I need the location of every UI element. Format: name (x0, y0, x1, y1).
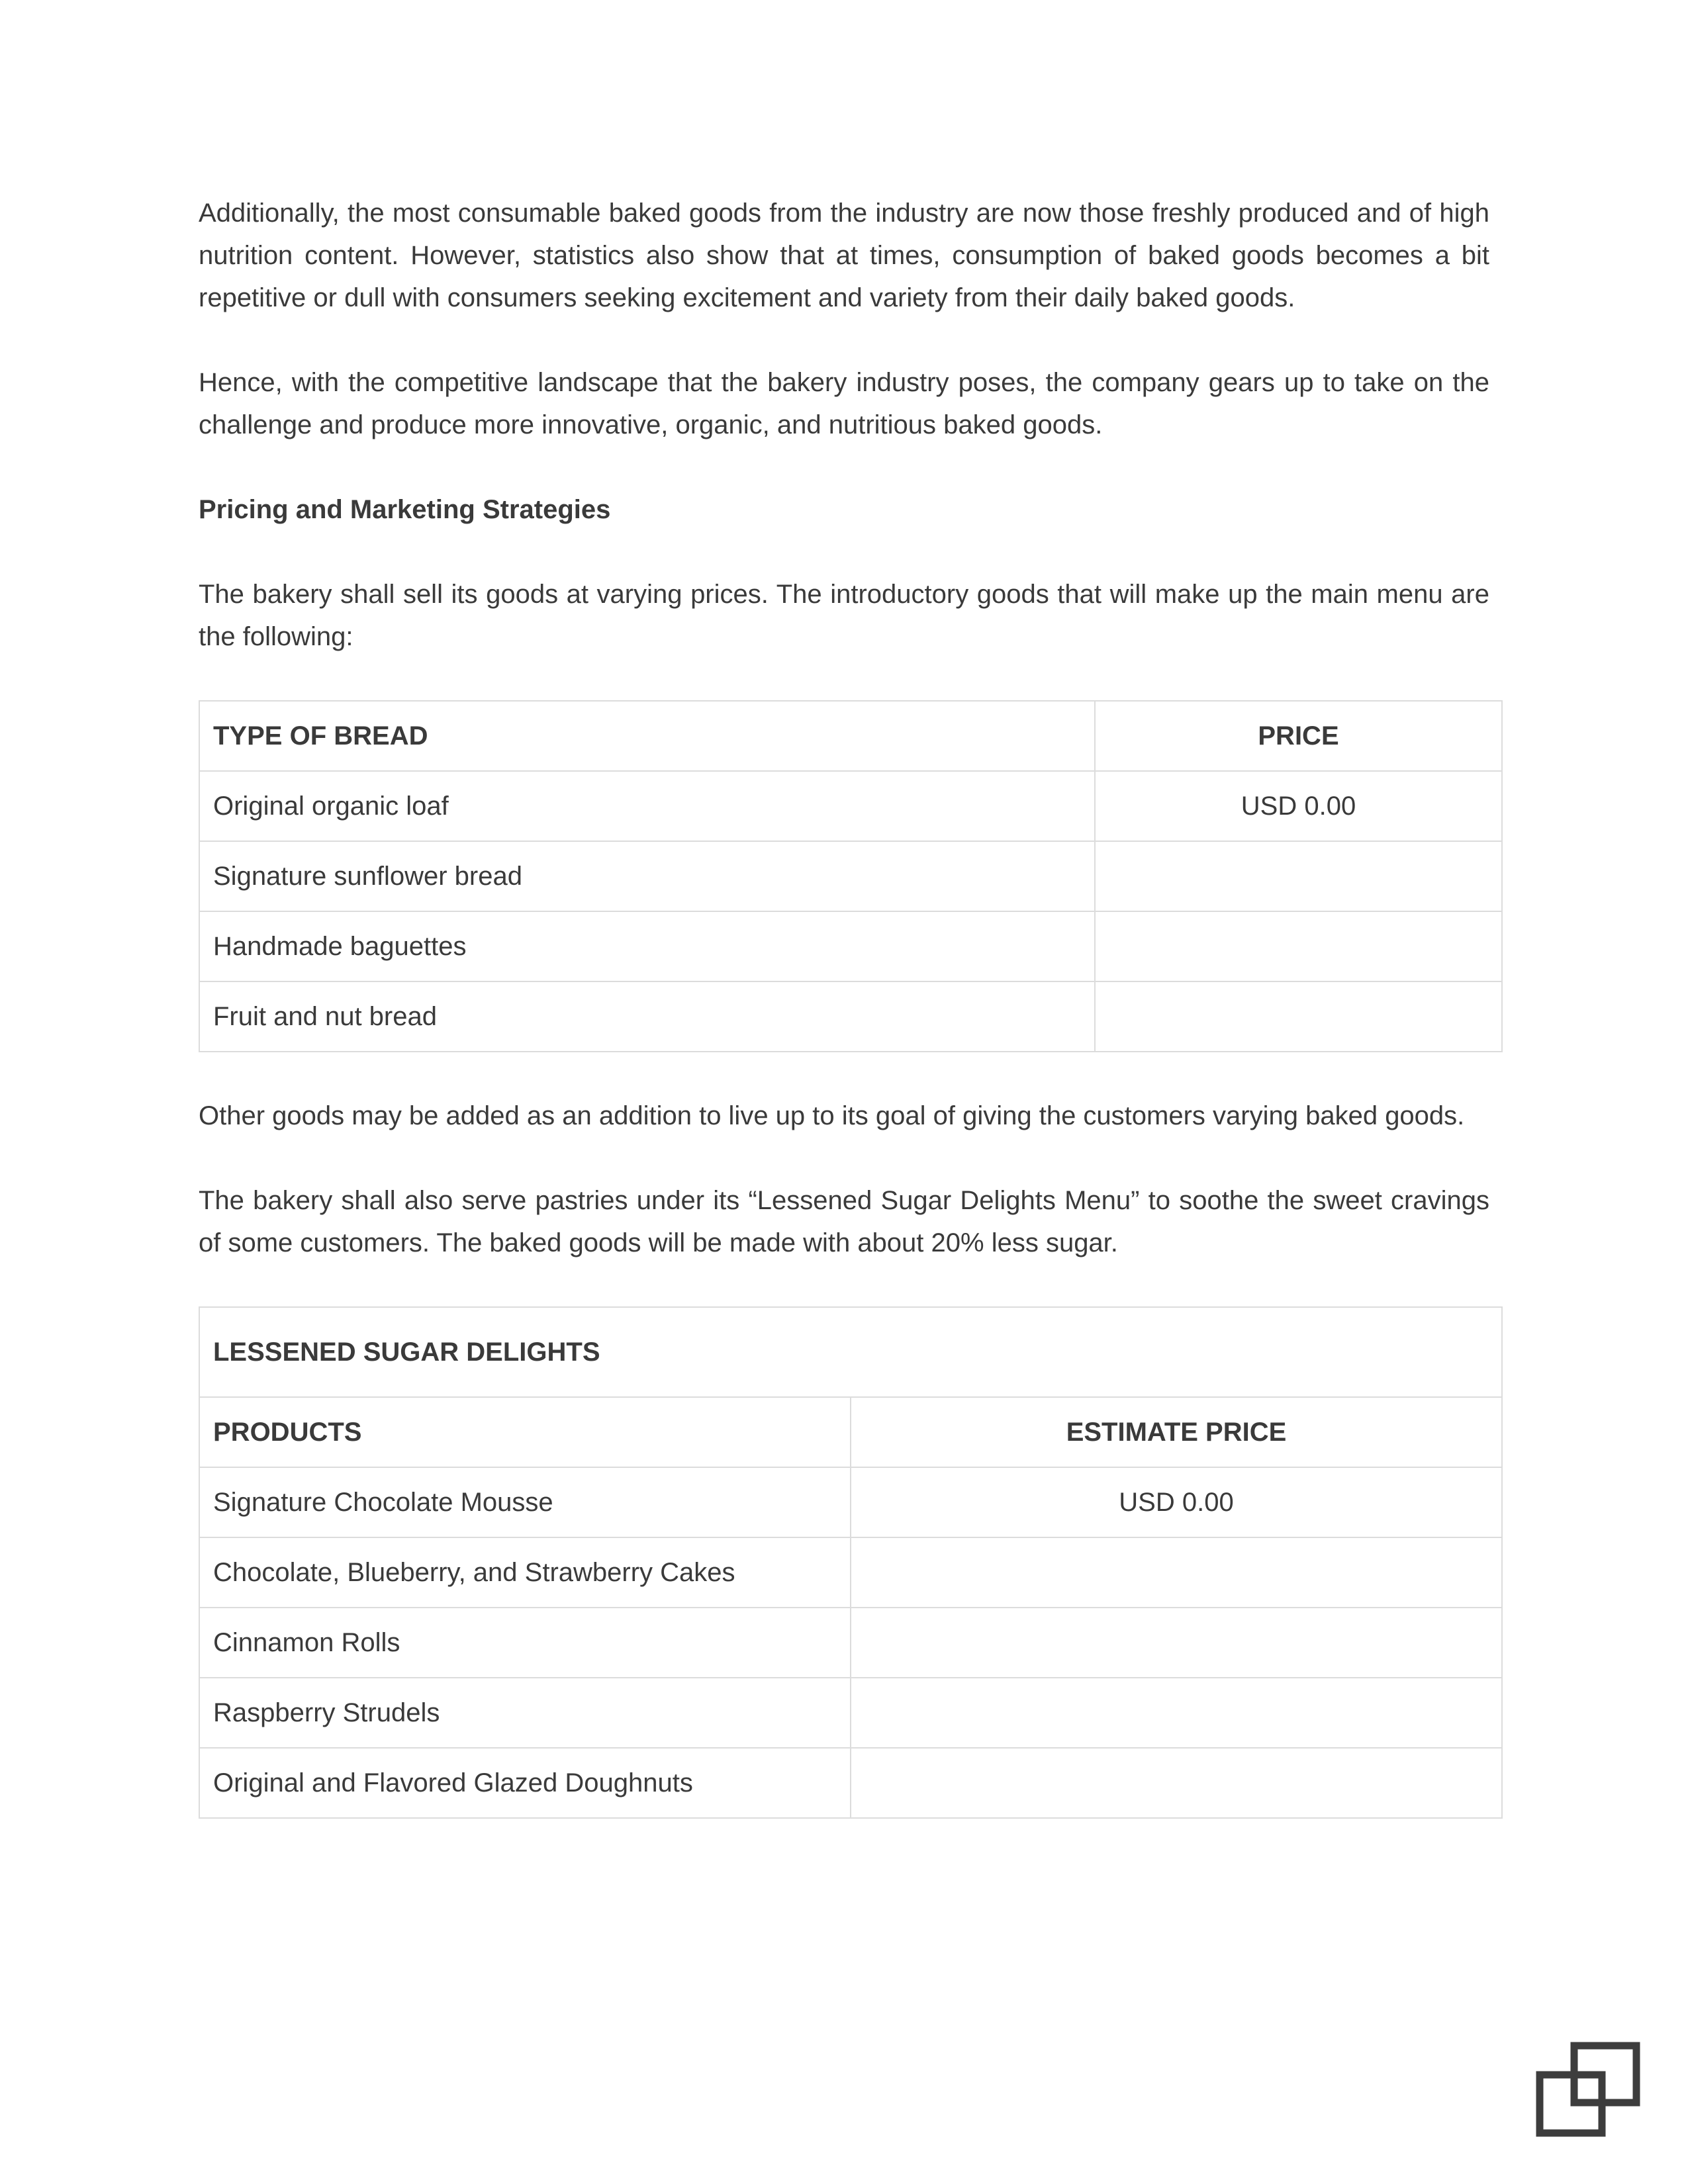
table-caption-row (199, 1307, 1502, 1397)
bread-price-table (199, 700, 1503, 1052)
product-cell: Original and Flavored Glazed Doughnuts (199, 1748, 851, 1818)
paragraph-pastries: The bakery shall also serve pastries under its “Lessened Sugar Delights Menu” to soothe the sweet cravings of some customers. The baked goods will be made with about 20% less sugar. (199, 1186, 1489, 1257)
table-row (199, 911, 1502, 981)
overlapping-squares-logo-icon (1536, 2042, 1642, 2138)
table-row (199, 1608, 1502, 1678)
table-header-row (199, 1397, 1502, 1467)
table-row (199, 1748, 1502, 1818)
table-row (199, 1537, 1502, 1608)
table-caption: LESSENED SUGAR DELIGHTS (199, 1307, 1502, 1397)
table-row (199, 1467, 1502, 1537)
product-cell: Handmade baguettes (199, 911, 1095, 981)
product-cell: Chocolate, Blueberry, and Strawberry Cakes (199, 1537, 851, 1608)
paragraph-other-goods: Other goods may be added as an addition to live up to its goal of giving the customers varying baked goods. (199, 1101, 1465, 1130)
price-cell: USD 0.00 (851, 1467, 1502, 1537)
price-cell (851, 1537, 1502, 1608)
sugar-delights-table (199, 1306, 1503, 1819)
table-row (199, 771, 1502, 841)
product-cell: Signature Chocolate Mousse (199, 1467, 851, 1537)
product-cell: Original organic loaf (199, 771, 1095, 841)
table-header-cell: PRODUCTS (199, 1397, 851, 1467)
table-row (199, 1678, 1502, 1748)
table-header-cell: PRICE (1095, 701, 1502, 771)
product-cell: Signature sunflower bread (199, 841, 1095, 911)
product-cell: Raspberry Strudels (199, 1678, 851, 1748)
table-row (199, 841, 1502, 911)
section-heading: Pricing and Marketing Strategies (199, 495, 611, 524)
document-body (199, 192, 1489, 1861)
table-row (199, 981, 1502, 1052)
product-cell: Fruit and nut bread (199, 981, 1095, 1052)
price-cell (1095, 981, 1502, 1052)
price-cell (1095, 911, 1502, 981)
price-cell (851, 1608, 1502, 1678)
paragraph-competition: Hence, with the competitive landscape that the bakery industry poses, the company gears up to take on the challenge and produce more innovative, organic, and nutritious baked goods. (199, 368, 1489, 439)
price-cell (851, 1748, 1502, 1818)
paragraph-intro: Additionally, the most consumable baked goods from the industry are now those freshly produced and of high nutrition content. However, statistics also show that at times, consumption of baked goods becomes a bit repetitive or dull with consumers seeking excitement and variety from their daily baked goods. (199, 199, 1489, 312)
table-header-cell: ESTIMATE PRICE (851, 1397, 1502, 1467)
product-cell: Cinnamon Rolls (199, 1608, 851, 1678)
price-cell: USD 0.00 (1095, 771, 1502, 841)
table-header-row (199, 701, 1502, 771)
price-cell (851, 1678, 1502, 1748)
price-cell (1095, 841, 1502, 911)
table-header-cell: TYPE OF BREAD (199, 701, 1095, 771)
paragraph-pricing-intro: The bakery shall sell its goods at varying prices. The introductory goods that will make up the main menu are the following: (199, 580, 1489, 651)
